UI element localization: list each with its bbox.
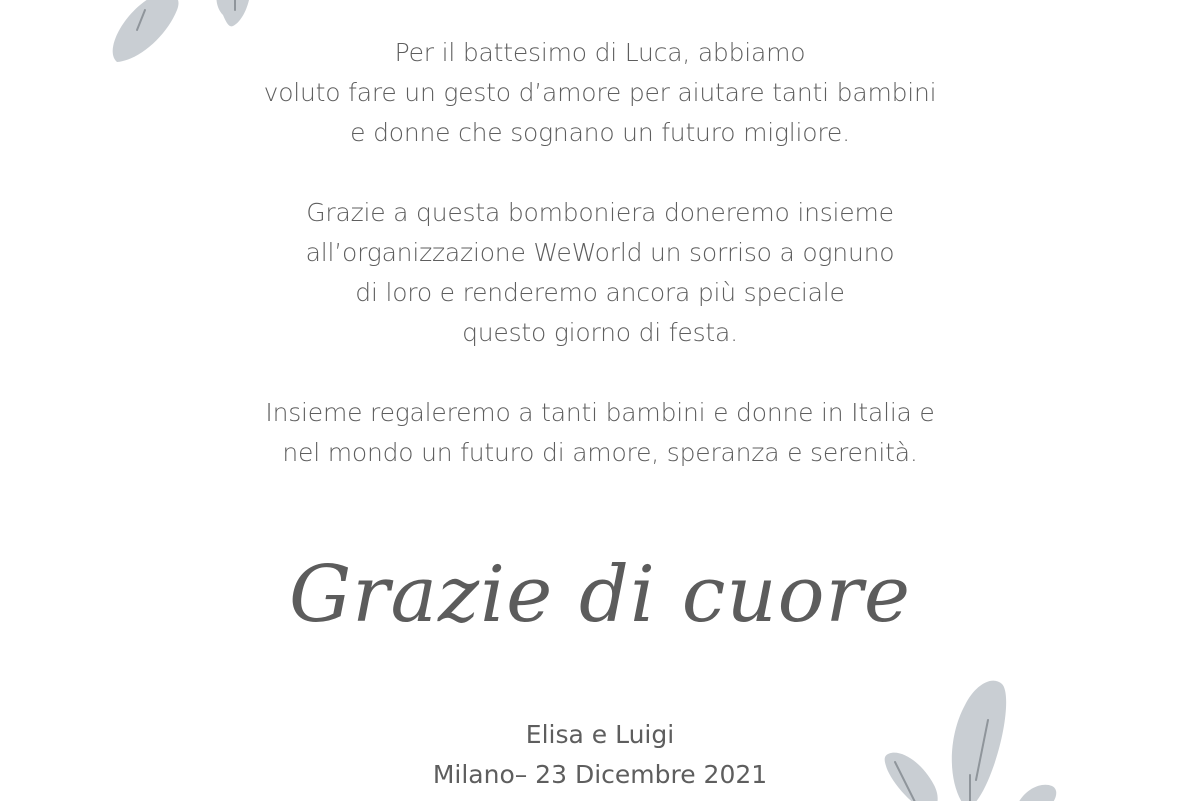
- message-line: voluto fare un gesto d’amore per aiutare tanti bambini: [263, 78, 937, 107]
- message-line: e donne che sognano un futuro migliore.: [350, 118, 850, 147]
- message-line: Per il battesimo di Luca, abbiamo: [394, 38, 806, 67]
- message-line: all’organizzazione WeWorld un sorriso a ognuno: [305, 238, 895, 267]
- message-line: di loro e renderemo ancora più speciale: [355, 278, 845, 307]
- message-paragraph-3: [200, 393, 1000, 473]
- signature-block: [200, 715, 1000, 795]
- signature-names: Elisa e Luigi: [525, 720, 675, 749]
- message-line: questo giorno di festa.: [462, 318, 738, 347]
- message-paragraph-2: [200, 193, 1000, 353]
- message-line: nel mondo un futuro di amore, speranza e serenità.: [282, 438, 918, 467]
- signature-place-date: Milano– 23 Dicembre 2021: [432, 760, 768, 789]
- message-paragraph-1: [200, 33, 1000, 153]
- message-line: Grazie a questa bomboniera doneremo insieme: [306, 198, 894, 227]
- message-line: Insieme regaleremo a tanti bambini e donne in Italia e: [265, 398, 935, 427]
- thanks-title: Grazie di cuore: [288, 550, 912, 640]
